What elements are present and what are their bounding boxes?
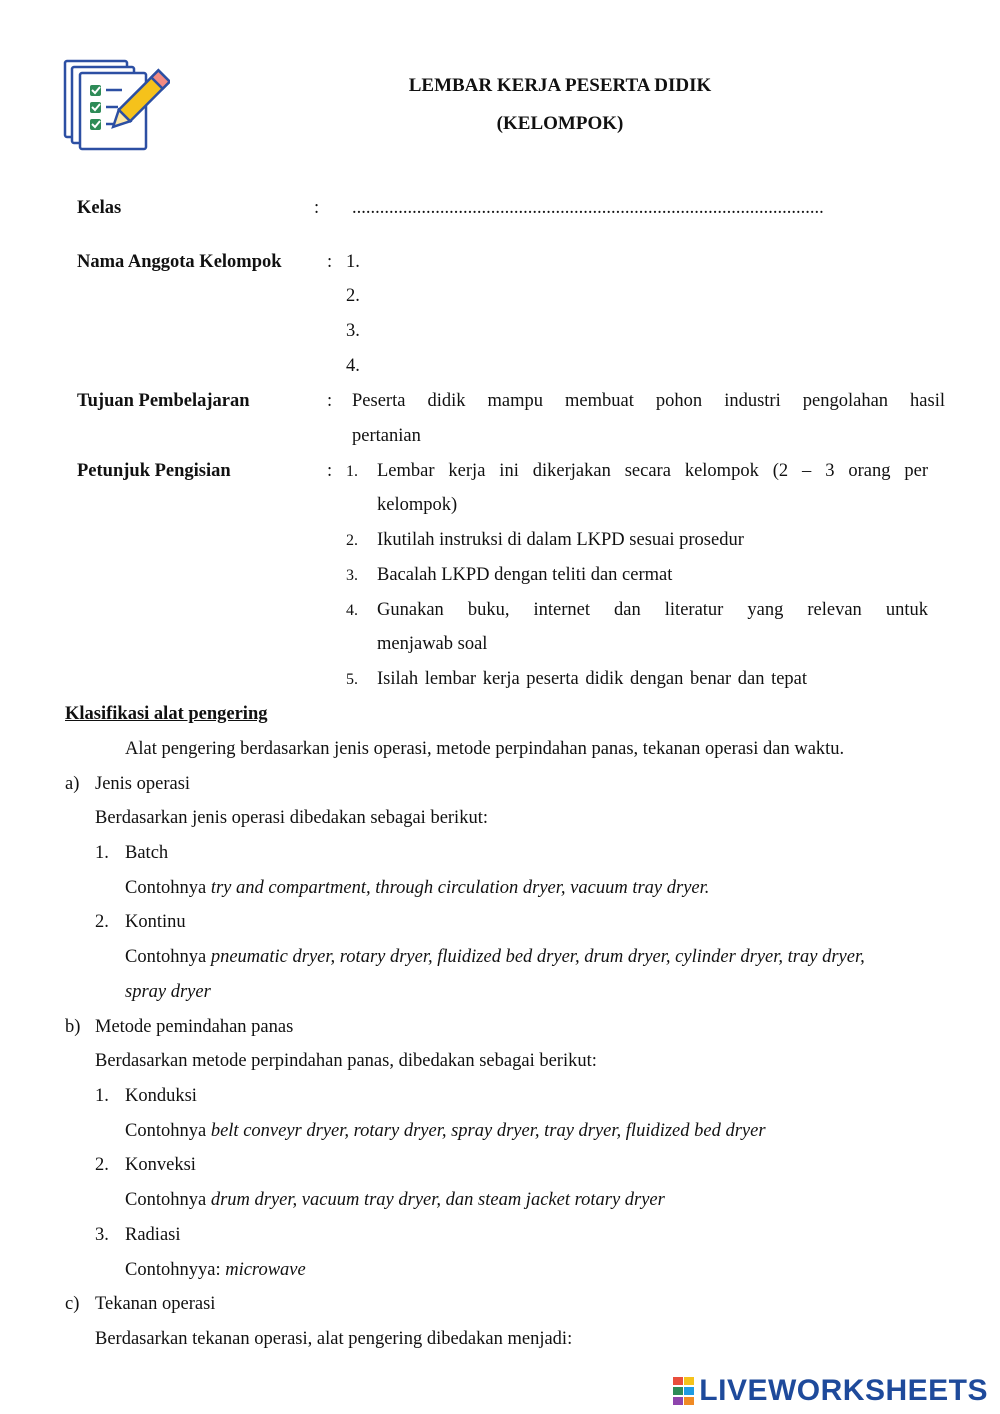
a-item-2-num: 2. [95, 912, 109, 932]
anggota-item-1[interactable]: 1. [346, 252, 360, 272]
petunjuk-item-1-line2: kelompok) [377, 495, 458, 515]
anggota-item-4[interactable]: 4. [346, 356, 360, 376]
a-item-2-name: Kontinu [125, 912, 186, 932]
petunjuk-num-4: 4. [346, 602, 358, 619]
example-text: pneumatic dryer, rotary dryer, fluidized bed dryer, drum dryer, cylinder dryer, tray dryer, [210, 947, 865, 967]
petunjuk-item-4-line1: Gunakan buku, internet dan literatur yang relevan untuk [377, 600, 928, 620]
petunjuk-num-3: 3. [346, 567, 358, 584]
section-c-title: Tekanan operasi [95, 1294, 216, 1314]
b-item-3-name: Radiasi [125, 1225, 181, 1245]
a-item-2-example [125, 947, 865, 968]
b-item-2-example [125, 1190, 665, 1211]
a-item-1-example [125, 878, 709, 899]
tujuan-text-line2: pertanian [352, 426, 421, 446]
a-item-1-name: Batch [125, 843, 169, 863]
section-b-desc: Berdasarkan metode perpindahan panas, dibedakan sebagai berikut: [95, 1051, 597, 1071]
page-subtitle: (KELOMPOK) [496, 113, 624, 134]
section-intro: Alat pengering berdasarkan jenis operasi, metode perpindahan panas, tekanan operasi dan waktu. [125, 739, 845, 759]
b-item-2-name: Konveksi [125, 1155, 196, 1175]
page-title: LEMBAR KERJA PESERTA DIDIK [408, 75, 712, 96]
section-heading: Klasifikasi alat pengering [65, 704, 268, 724]
example-prefix: Contohnya [125, 947, 211, 967]
example-text: microwave [225, 1260, 306, 1280]
petunjuk-item-2: Ikutilah instruksi di dalam LKPD sesuai prosedur [377, 530, 744, 550]
b-item-1-name: Konduksi [125, 1086, 197, 1106]
petunjuk-label: Petunjuk Pengisian [77, 461, 231, 481]
example-text: belt conveyr dryer, rotary dryer, spray dryer, tray dryer, fluidized bed dryer [210, 1121, 766, 1141]
petunjuk-item-5: Isilah lembar kerja peserta didik dengan benar dan tepat [377, 669, 808, 689]
example-prefix: Contohnya [125, 1190, 211, 1210]
anggota-colon: : [327, 252, 333, 272]
tujuan-colon: : [327, 391, 333, 411]
section-c-desc: Berdasarkan tekanan operasi, alat pengering dibedakan menjadi: [95, 1329, 573, 1349]
section-b-title: Metode pemindahan panas [95, 1017, 294, 1037]
anggota-item-2[interactable]: 2. [346, 286, 360, 306]
petunjuk-num-1: 1. [346, 463, 358, 480]
brand-name: LIVEWORKSHEETS [699, 1374, 988, 1407]
petunjuk-item-1-line1: Lembar kerja ini dikerjakan secara kelompok (2 – 3 orang per [377, 461, 928, 481]
b-item-1-example [125, 1121, 766, 1142]
kelas-label: Kelas [77, 198, 122, 218]
liveworksheets-logo[interactable] [673, 1373, 988, 1409]
section-a-marker: a) [65, 774, 80, 794]
kelas-colon: : [314, 198, 320, 218]
petunjuk-item-3: Bacalah LKPD dengan teliti dan cermat [377, 565, 673, 585]
kelas-field[interactable]: ...................................................................................................... [352, 198, 824, 218]
liveworksheets-mark-icon [673, 1377, 695, 1405]
section-b-marker: b) [65, 1017, 81, 1037]
a-item-2-example-cont: spray dryer [125, 982, 211, 1002]
petunjuk-num-5: 5. [346, 671, 358, 688]
a-item-1-num: 1. [95, 843, 109, 863]
b-item-3-example [125, 1260, 306, 1281]
example-prefix: Contohnya [125, 878, 211, 898]
anggota-item-3[interactable]: 3. [346, 321, 360, 341]
petunjuk-num-2: 2. [346, 532, 358, 549]
b-item-3-num: 3. [95, 1225, 109, 1245]
section-a-desc: Berdasarkan jenis operasi dibedakan sebagai berikut: [95, 808, 488, 828]
b-item-2-num: 2. [95, 1155, 109, 1175]
example-prefix: Contohnyya: [125, 1260, 226, 1280]
example-text: try and compartment, through circulation dryer, vacuum tray dryer. [210, 878, 710, 898]
petunjuk-item-4-line2: menjawab soal [377, 634, 488, 654]
tujuan-label: Tujuan Pembelajaran [77, 391, 250, 411]
example-prefix: Contohnya [125, 1121, 211, 1141]
worksheet-checklist-icon [62, 58, 170, 152]
section-c-marker: c) [65, 1294, 80, 1314]
tujuan-text-line1: Peserta didik mampu membuat pohon industri pengolahan hasil [352, 391, 945, 411]
b-item-1-num: 1. [95, 1086, 109, 1106]
section-a-title: Jenis operasi [95, 774, 191, 794]
example-text: drum dryer, vacuum tray dryer, dan steam jacket rotary dryer [210, 1190, 665, 1210]
petunjuk-colon: : [327, 461, 333, 481]
anggota-label: Nama Anggota Kelompok [77, 252, 282, 272]
